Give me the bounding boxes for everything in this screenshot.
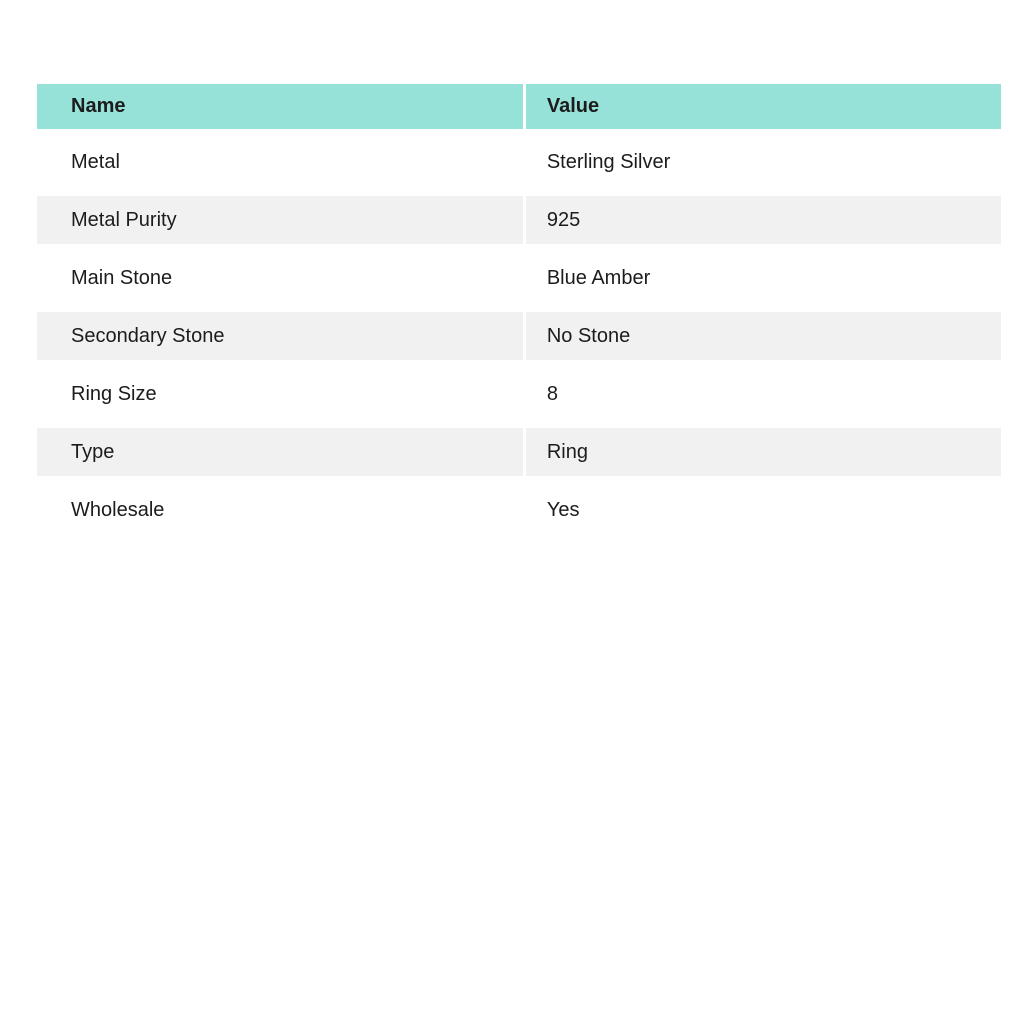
attribute-value-cell: No Stone [523, 307, 1001, 365]
attribute-value-cell: Blue Amber [523, 249, 1001, 307]
product-attributes-table [37, 84, 1001, 539]
product-attributes-panel [37, 84, 1001, 539]
attribute-value-cell: 925 [523, 191, 1001, 249]
table-row [37, 307, 1001, 365]
table-row [37, 481, 1001, 539]
attribute-name-cell: Ring Size [37, 365, 523, 423]
table-row [37, 249, 1001, 307]
table-header [37, 84, 1001, 133]
attribute-name-cell: Metal [37, 133, 523, 191]
attribute-name-cell: Secondary Stone [37, 307, 523, 365]
attribute-name-cell: Main Stone [37, 249, 523, 307]
attribute-value-cell: Yes [523, 481, 1001, 539]
table-header-row [37, 84, 1001, 133]
table-row [37, 365, 1001, 423]
attribute-value-cell: 8 [523, 365, 1001, 423]
table-row [37, 423, 1001, 481]
table-row [37, 133, 1001, 191]
attribute-value-cell: Sterling Silver [523, 133, 1001, 191]
attribute-value-cell: Ring [523, 423, 1001, 481]
attribute-name-cell: Wholesale [37, 481, 523, 539]
attribute-name-cell: Type [37, 423, 523, 481]
column-header-value: Value [523, 84, 1001, 133]
table-row [37, 191, 1001, 249]
table-body [37, 133, 1001, 539]
column-header-name: Name [37, 84, 523, 133]
attribute-name-cell: Metal Purity [37, 191, 523, 249]
